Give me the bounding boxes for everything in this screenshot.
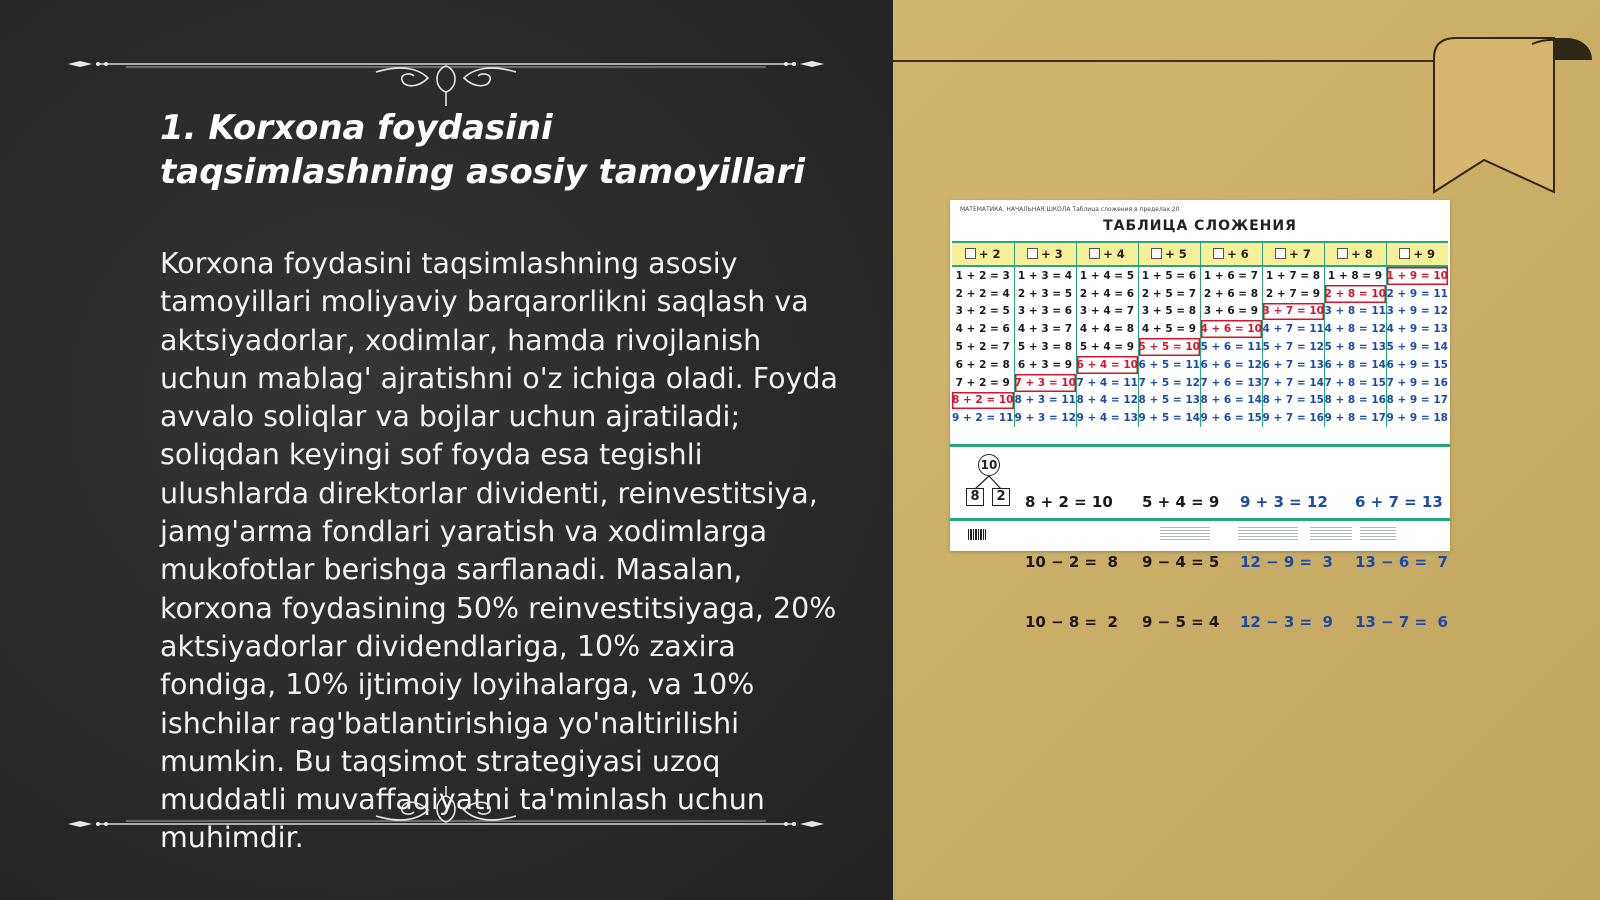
table-cell: 8 + 4 = 12 — [1076, 392, 1138, 410]
example-line: 9 − 5 = 4 — [1142, 613, 1220, 631]
table-cell: 3 + 3 = 6 — [1014, 303, 1076, 321]
slide-body-text: Korxona foydasini taqsimlashning asosiy tamoyillari moliyaviy barqarorlikni saqlash va aktsiyadorlar, xodimlar, hamda rivojlanish uchun mablag' ajratishni o'z ichiga oladi. Foyda avvalo soliqlar va bojlar uchun ajratiladi; soliqdan keyingi sof foyda esa tegishli ulushlarda direktorlar dividenti, reinvestitsiya, jamg'arma fondlari yaratish va xodimlarga mukofotlar berishga sarflanadi. Masalan, korxona foydasining 50% reinvestitsiyaga, 20% aktsiyadorlar dividendlariga, 10% zaxira fondiga, 10% ijtimoiy loyihalarga, va 10% ishchilar rag'batlantirishiga yo'naltirilishi mumkin. Bu taqsimot strategiyasi uzoq muddatli muvaffaqiyatni ta'minlash uchun muhimdir. — [160, 247, 838, 855]
table-cell: 9 + 7 = 16 — [1262, 409, 1324, 427]
bookmark-ribbon-icon — [1434, 36, 1594, 201]
fine-print-icon — [1238, 527, 1298, 541]
addition-table — [952, 241, 1448, 427]
poster-footer — [950, 521, 1450, 551]
table-cell: 8 + 8 = 16 — [1324, 392, 1386, 410]
table-cell: 5 + 5 = 10 — [1138, 338, 1200, 356]
empty-box-icon — [1089, 248, 1100, 259]
table-cell: 6 + 8 = 14 — [1324, 356, 1386, 374]
table-cell: 6 + 7 = 13 — [1262, 356, 1324, 374]
table-cell: 2 + 2 = 4 — [955, 287, 1010, 300]
table-row — [952, 303, 1448, 321]
column-header: + 2 — [952, 242, 1014, 266]
table-cell: 7 + 5 = 12 — [1138, 374, 1200, 392]
table-cell: 1 + 7 = 8 — [1262, 266, 1324, 285]
table-cell: 8 + 5 = 13 — [1138, 392, 1200, 410]
table-cell: 6 + 4 = 10 — [1076, 356, 1138, 374]
table-cell: 3 + 8 = 11 — [1324, 303, 1386, 321]
table-cell: 7 + 7 = 14 — [1262, 374, 1324, 392]
example-line: 9 + 3 = 12 — [1240, 493, 1328, 511]
table-cell: 2 + 3 = 5 — [1014, 285, 1076, 303]
example-group — [1355, 452, 1448, 672]
table-cell: 7 + 8 = 15 — [1324, 374, 1386, 392]
table-cell: 8 + 3 = 11 — [1014, 392, 1076, 410]
table-cell: 7 + 4 = 11 — [1076, 374, 1138, 392]
table-cell: 6 + 5 = 11 — [1138, 356, 1200, 374]
table-cell: 2 + 6 = 8 — [1200, 285, 1262, 303]
example-line: 9 − 4 = 5 — [1142, 553, 1220, 571]
example-line: 10 − 2 = 8 — [1025, 553, 1118, 571]
column-header: + 4 — [1076, 242, 1138, 266]
table-cell: 4 + 5 = 9 — [1138, 320, 1200, 338]
table-cell: 2 + 8 = 10 — [1324, 285, 1386, 303]
table-cell: 1 + 2 = 3 — [955, 269, 1010, 282]
table-cell: 2 + 9 = 11 — [1386, 285, 1448, 303]
example-line: 12 − 3 = 9 — [1240, 613, 1333, 631]
table-cell: 4 + 8 = 12 — [1324, 320, 1386, 338]
fine-print-icon — [1160, 527, 1210, 541]
table-cell: 9 + 2 = 11 — [952, 412, 1014, 425]
table-cell: 5 + 9 = 14 — [1386, 338, 1448, 356]
table-cell: 5 + 6 = 11 — [1200, 338, 1262, 356]
table-cell: 5 + 4 = 9 — [1076, 338, 1138, 356]
example-line: 8 + 2 = 10 — [1025, 493, 1113, 511]
table-cell: 5 + 7 = 12 — [1262, 338, 1324, 356]
number-bond-part-b: 2 — [992, 488, 1010, 506]
empty-box-icon — [1337, 248, 1348, 259]
table-cell: 3 + 7 = 10 — [1262, 303, 1324, 321]
table-cell: 6 + 2 = 8 — [955, 358, 1010, 371]
addition-table-poster — [950, 200, 1450, 631]
example-line: 6 + 7 = 13 — [1355, 493, 1443, 511]
table-cell: 2 + 7 = 9 — [1262, 285, 1324, 303]
number-bond-part-a: 8 — [966, 488, 984, 506]
header-rule — [893, 60, 1453, 62]
column-header: + 5 — [1138, 242, 1200, 266]
empty-box-icon — [965, 248, 976, 259]
top-flourish-divider-icon — [66, 48, 826, 98]
empty-box-icon — [1151, 248, 1162, 259]
table-cell: 1 + 8 = 9 — [1324, 266, 1386, 285]
table-cell: 8 + 9 = 17 — [1386, 392, 1448, 410]
table-cell: 5 + 2 = 7 — [955, 341, 1010, 354]
table-cell: 4 + 2 = 6 — [955, 323, 1010, 336]
table-cell: 8 + 2 = 10 — [952, 392, 1014, 410]
table-cell: 5 + 8 = 13 — [1324, 338, 1386, 356]
table-cell: 4 + 7 = 11 — [1262, 320, 1324, 338]
table-cell: 9 + 8 = 17 — [1324, 409, 1386, 427]
table-cell: 3 + 6 = 9 — [1200, 303, 1262, 321]
table-cell: 8 + 6 = 14 — [1200, 392, 1262, 410]
table-cell: 9 + 4 = 13 — [1076, 409, 1138, 427]
table-cell: 4 + 4 = 8 — [1076, 320, 1138, 338]
table-cell: 3 + 5 = 8 — [1138, 303, 1200, 321]
table-cell: 1 + 9 = 10 — [1386, 266, 1448, 285]
column-header: + 9 — [1386, 242, 1448, 266]
table-cell: 7 + 9 = 16 — [1386, 374, 1448, 392]
column-header: + 7 — [1262, 242, 1324, 266]
table-cell: 1 + 4 = 5 — [1076, 266, 1138, 285]
example-line: 13 − 7 = 6 — [1355, 613, 1448, 631]
example-line: 12 − 9 = 3 — [1240, 553, 1333, 571]
table-row — [952, 392, 1448, 410]
empty-box-icon — [1399, 248, 1410, 259]
table-cell: 7 + 3 = 10 — [1014, 374, 1076, 392]
fine-print-icon — [1360, 527, 1396, 541]
table-cell: 3 + 9 = 12 — [1386, 303, 1448, 321]
table-cell: 4 + 9 = 13 — [1386, 320, 1448, 338]
addition-table-header — [952, 242, 1448, 266]
example-group — [1142, 452, 1219, 672]
example-line: 5 + 4 = 9 — [1142, 493, 1220, 511]
table-cell: 5 + 3 = 8 — [1014, 338, 1076, 356]
table-row — [952, 285, 1448, 303]
table-cell: 6 + 6 = 12 — [1200, 356, 1262, 374]
table-cell: 3 + 4 = 7 — [1076, 303, 1138, 321]
number-bond — [964, 452, 1014, 512]
table-cell: 9 + 9 = 18 — [1386, 409, 1448, 427]
table-row — [952, 374, 1448, 392]
table-cell: 1 + 3 = 4 — [1014, 266, 1076, 285]
table-cell: 6 + 3 = 9 — [1014, 356, 1076, 374]
table-cell: 8 + 7 = 15 — [1262, 392, 1324, 410]
table-cell: 3 + 2 = 5 — [955, 305, 1010, 318]
poster-title: ТАБЛИЦА СЛОЖЕНИЯ — [1103, 218, 1297, 234]
column-header: + 3 — [1014, 242, 1076, 266]
table-cell: 9 + 3 = 12 — [1014, 409, 1076, 427]
slide-title: 1. Korxona foydasini taqsimlashning asosiy tamoyillari — [160, 108, 806, 192]
table-row — [952, 338, 1448, 356]
table-row — [952, 409, 1448, 427]
empty-box-icon — [1027, 248, 1038, 259]
poster-header: МАТЕМАТИКА. НАЧАЛЬНАЯ ШКОЛА Таблица сложения в пределах 20 — [960, 206, 1180, 213]
example-group — [1025, 452, 1118, 672]
table-cell: 2 + 5 = 7 — [1138, 285, 1200, 303]
example-group — [1240, 452, 1333, 672]
table-cell: 4 + 3 = 7 — [1014, 320, 1076, 338]
number-bond-whole: 10 — [978, 454, 1000, 476]
barcode-icon — [968, 529, 986, 540]
table-cell: 6 + 9 = 15 — [1386, 356, 1448, 374]
column-header: + 6 — [1200, 242, 1262, 266]
fine-print-icon — [1310, 527, 1352, 541]
example-line: 13 − 6 = 7 — [1355, 553, 1448, 571]
empty-box-icon — [1275, 248, 1286, 259]
empty-box-icon — [1213, 248, 1224, 259]
table-cell: 2 + 4 = 6 — [1076, 285, 1138, 303]
table-cell: 9 + 5 = 14 — [1138, 409, 1200, 427]
table-row — [952, 266, 1448, 285]
table-cell: 4 + 6 = 10 — [1200, 320, 1262, 338]
table-cell: 7 + 6 = 13 — [1200, 374, 1262, 392]
table-cell: 9 + 6 = 15 — [1200, 409, 1262, 427]
bottom-flourish-divider-icon — [66, 786, 826, 836]
table-row — [952, 320, 1448, 338]
example-line: 10 − 8 = 2 — [1025, 613, 1118, 631]
poster-divider — [950, 444, 1450, 447]
addition-table-body — [952, 266, 1448, 427]
column-header: + 8 — [1324, 242, 1386, 266]
table-cell: 7 + 2 = 9 — [955, 376, 1010, 389]
table-row — [952, 356, 1448, 374]
table-cell: 1 + 5 = 6 — [1138, 266, 1200, 285]
table-cell: 1 + 6 = 7 — [1200, 266, 1262, 285]
